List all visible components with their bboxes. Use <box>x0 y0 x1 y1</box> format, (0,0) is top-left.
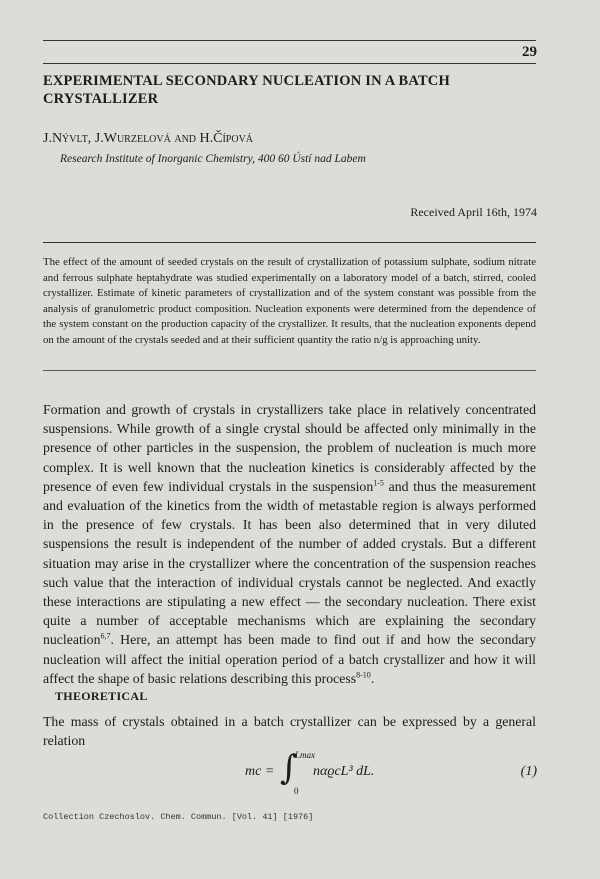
body-text-1: Formation and growth of crystals in crystallizers take place in relatively concentrated suspensions. While growth of a single crystal should be affected only minimally in the presence of other particles in the suspension, the problem of nucleation is much more complex. It is well known that the nucleation kinetics is considerably affected by the presence of even few individual crystals in the suspension <box>43 402 536 494</box>
integral-sign: ∫ <box>280 748 298 788</box>
citation-ref: 1-5 <box>373 478 384 488</box>
article-title: EXPERIMENTAL SECONDARY NUCLEATION IN A BATCH CRYSTALLIZER <box>43 73 450 107</box>
theoretical-paragraph: The mass of crystals obtained in a batch crystallizer can be expressed by a general relation <box>43 714 536 748</box>
equation-number: (1) <box>520 764 537 779</box>
received-date: Received April 16th, 1974 <box>410 205 537 219</box>
body-text-2: and thus the measurement and evaluation of the kinetics from the width of metastable region is always performed in the presence of few crystals. It has been also determined that in very diluted suspensions the result is independent of the number of added crystals. But a different situation may arise in the crystallizer where the concentration of the suspension reaches such value that the interaction of individual crystals cannot be neglected. And exactly these interactions are stipulating a new effect — the secondary nucleation. There exist quite a number of acceptable mechanisms which are explaining the secondary nucleation <box>43 478 536 648</box>
introduction-paragraph <box>43 400 536 688</box>
equation-lhs: mc = <box>245 764 275 779</box>
page-number: 29 <box>522 44 537 60</box>
journal-footer: Collection Czechoslov. Chem. Commun. [Vol. 41] [1976] <box>43 812 314 822</box>
integral-lower-limit: 0 <box>294 786 299 796</box>
abstract-top-rule <box>43 242 536 243</box>
author-list: J.Nývlt, J.Wurzelová and H.Čípová <box>43 131 254 146</box>
body-text-3: . Here, an attempt has been made to find out if and how the secondary nucleation will affect the initial operation period of a batch crystallizer and how it will affect the shape of basic relations describing this process <box>43 632 536 686</box>
abstract: The effect of the amount of seeded crystals on the result of crystallization of potassium sulphate, sodium nitrate and ferrous sulphate heptahydrate was studied experimentally on a laboratory model of a batch, stirred, cooled crystallizer. Estimate of kinetic parameters of crystallization and of the system constant was possible from the analysis of granulometric product composition. Nucleation exponents were determined from the dependence of the system constant on the production capacity of the crystallizer. It results, that the nucleation exponents depend on the amount of the crystals seeded and at their sufficient quantity the ratio n/g is approaching unity. <box>43 256 536 346</box>
header-rule <box>43 63 536 64</box>
citation-ref: 8-10 <box>356 670 371 680</box>
top-rule <box>43 40 536 41</box>
equation-1 <box>245 748 405 796</box>
abstract-bottom-rule <box>43 370 536 371</box>
body-text-4: . <box>370 670 375 686</box>
equation-integrand: nαϱcL³ dL. <box>313 764 375 779</box>
section-heading: THEORETICAL <box>55 689 148 703</box>
integral-upper-limit: Lmax <box>295 750 315 760</box>
author-affiliation: Research Institute of Inorganic Chemistry, 400 60 Ústí nad Labem <box>60 153 366 165</box>
citation-ref: 6,7 <box>100 631 111 641</box>
